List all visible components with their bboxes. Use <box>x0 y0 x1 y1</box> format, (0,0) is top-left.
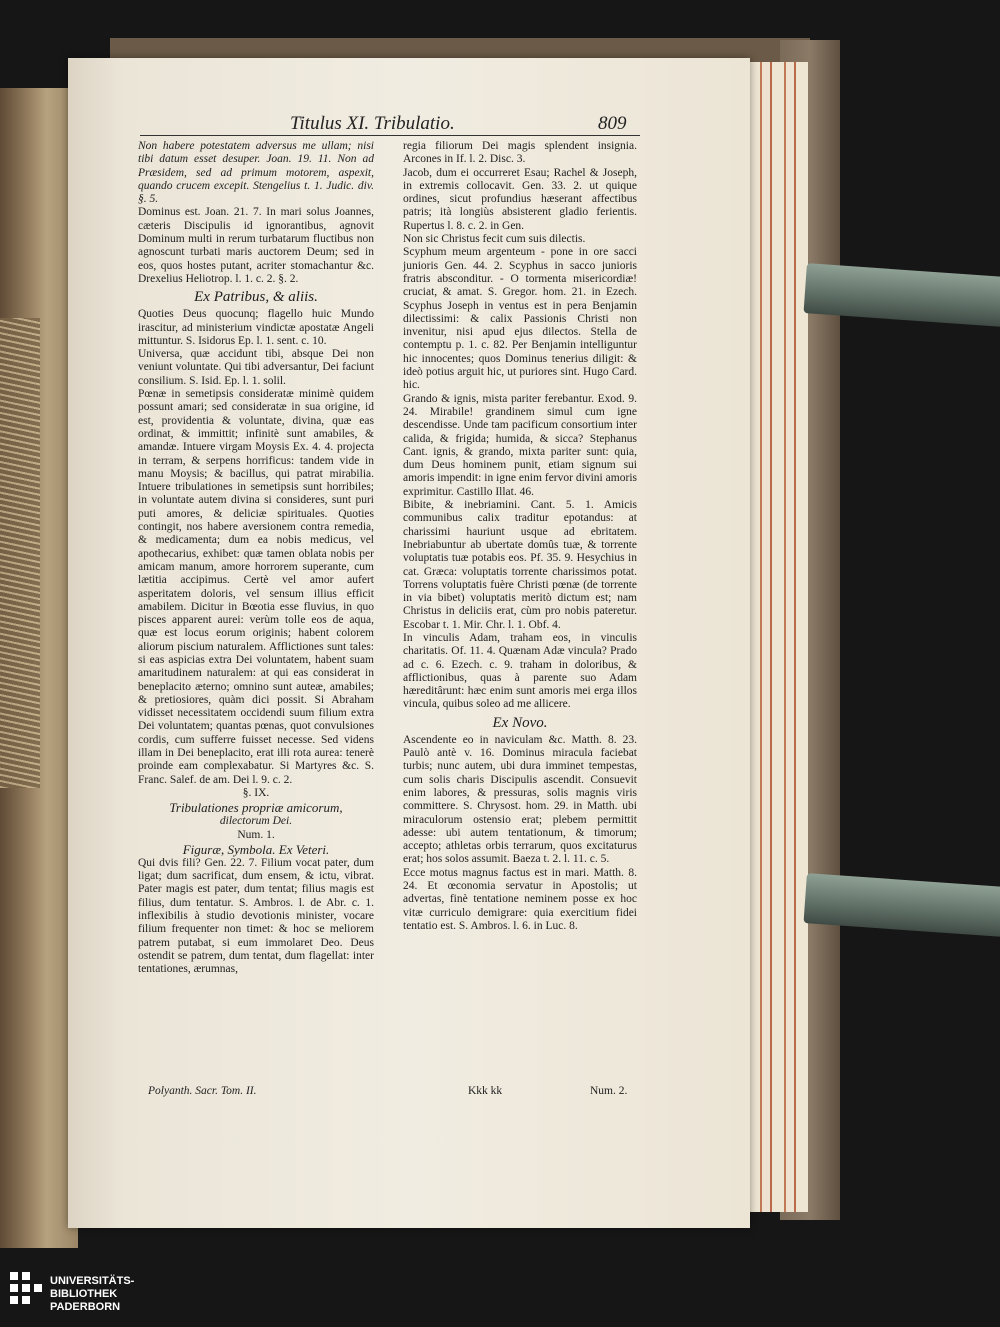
running-header: Titulus XI. Tribulatio. <box>290 113 455 134</box>
paragraph: regia filiorum Dei magis splendent insignia. Arcones in If. l. 2. Disc. 3. <box>403 140 637 166</box>
section-number: §. IX. <box>242 786 270 799</box>
paragraph: Universa, quæ accidunt tibi, absque Dei non veniunt voluntate. Qui tibi adversantur, Dei faciunt consilium. S. Isid. Ep. l. 1. solil. <box>138 348 374 387</box>
section-heading: Figuræ, Symbola. Ex Veteri. <box>182 841 330 857</box>
footer-gathering: Kkk kk <box>468 1085 503 1097</box>
paragraph: Bibite, & inebriamini. Cant. 5. 1. Amicis communibus calix traditur epotandus: at charissimi hauriunt usque ad ebritatem. Inebriabuntur ab ubertate domûs tuæ, & torrente voluptatis tuæ potabis eos. Pf. 35. 9. Hesychius in cat. Græca: voluptatis torrente charissimos potat. Torrens voluptatis fuère Christi pœnæ (de torrente in via bibet) voluptatis meritò dictum est; nam Christus in deliciis erat, cùm pro nobis pateretur. Escobar t. 1. Mir. Chr. l. 1. Obf. 4. <box>403 499 637 631</box>
paragraph: Ascendente eo in naviculam &c. Matth. 8. 23. Paulò antè v. 16. Dominus miracula faciebat turbis; nunc autem, ubi dura imminet tempestas, cum solis charis Discipulis ascendit. Consuevit enim labores, & pressuras, solis magnis viris committere. S. Chrysost. hom. 29. in Matth. ubi miraculorum ostensio erat; plebem permittit adesse: ubi autem tentationum, & timorum; accepto; athletas orbis terrarum, quos excitaturus erat; hos solos assumit. Baeza t. 2. l. 11. c. 5. <box>403 733 637 866</box>
header-rule <box>140 135 640 136</box>
torn-binding <box>0 318 40 788</box>
paragraph: Quoties Deus quocunq; flagello huic Mundo irascitur, ad ministerium vindictæ apostatæ Angeli mittuntur. S. Isidorus Ep. l. 1. sent. c. 10. <box>138 308 374 347</box>
section-heading: Tribulationes propriæ amicorum, <box>169 800 343 816</box>
paragraph: Ecce motus magnus factus est in mari. Matth. 8. 24. Et œconomia servatur in Apostolis; ut advertas, finè tentatione neminem posse ex hoc vitæ curriculo demigrare: quia exercitium fidei tentatio est. S. Ambros. l. 6. in Luc. 8. <box>403 866 637 932</box>
logo-line: PADERBORN <box>50 1301 121 1313</box>
paragraph: Grando & ignis, mista pariter ferebantur. Exod. 9. 24. Mirabile! grandinem simul cum igne descendisse. Unde tam pacificum consortium inter calida, & frigida; humida, & sicca? Stephanus Cant. ignis, & grando, mixta pariter sunt: quia, dum Deus hominem punit, etiam signum sui amoris impendit: in igne enim fervor divini amoris exprimitur. Castillo Illat. 46. <box>403 392 637 498</box>
library-logo-icon <box>10 1272 42 1312</box>
library-logo-text <box>50 1275 134 1314</box>
paragraph: Non habere potestatem adversus me ullam; nisi tibi datum esset desuper. Joan. 19. 11. Non ad Præsidem, sed ad primum motorem, aspexit, quando crucem excepit. Stengelius t. 1. Judic. div. §. 5. <box>138 140 374 206</box>
logo-line: UNIVERSITÄTS- <box>50 1275 135 1287</box>
section-subheading: dilectorum Dei. <box>219 815 293 828</box>
footer-signature: Polyanth. Sacr. Tom. II. <box>148 1085 257 1097</box>
paragraph: Dominus est. Joan. 21. 7. In mari solus Joannes, cæteris Discipulis id ignorantibus, agnovit Dominum multi in rerum turbatarum fluctibus non agnoscunt turbati maris auctorem Deum; sed in eos, quos hostes putant, acriter stomachantur &c. Drexelius Heliotrop. l. 1. c. 2. §. 2. <box>138 206 374 285</box>
left-column <box>138 140 374 977</box>
book-spine-left <box>0 88 78 1248</box>
paragraph: In vinculis Adam, traham eos, in vinculis charitatis. Of. 11. 4. Quænam Adæ vincula? Prado ad c. 6. Ezech. c. 9. traham in doloribus, & afflictionibus, quas à parente suo Adam hæreditârunt: hæc enim sunt amoris mei erga illos vincula, quibus soleo ad me allicere. <box>403 631 637 711</box>
paragraph: Pœnæ in semetipsis consideratæ minimè quidem possunt amari; sed consideratæ in sua origine, id est, providentia & voluntate, divina, quæ eas ordinat, & immittit; infinitè sunt amabiles, & amandæ. Intuere virgam Moysis Ex. 4. 4. projecta in terram, & serpens horrificus: tandem vide in manu Moysis; & bacillus, qui patrat mirabilia. Intuere tribulationes in semetipsis sunt horribiles; in voluntate autem divina si consideres, sunt puri puti amores, & deliciæ spirituales. Quoties contingit, nos habere aversionem contra remedia, & medicamenta; dum ea nobis medicus, vel apothecarius, exhibet: quæ tamen oblata nobis per amicam manum, amore horrorem superante, cum lætitia accipimus. Certè vel amor aufert asperitatem doloris, vel sensum illius efficit amabilem. Dicitur in Bœotia esse fluvius, in quo pisces apparent aurei: verùm tolle eos de aqua, quæ est locus eorum originis; habent colorem aliorum piscium naturalem. Afflictiones sunt tales: si eas aspicias extra Dei voluntatem, habent suam amaritudinem naturalem: at qui eas considerat in beneplacito æterno; omnino sunt auteæ, amabiles; & pretiosiores, quàm dici possit. Si Abraham vidisset necessitatem occidendi suum filium extra Dei voluntatem; quantas pœnas, quot convulsiones cordis, cum sufferre fuisset necesse. Sed videns illam in Dei beneplacito, erat illi rota aurea: tenerè proinde eam complexabatur. Si Martyres &c. S. Franc. Salef. de am. Dei l. 9. c. 2. <box>138 388 374 786</box>
logo-line: BIBLIOTHEK <box>50 1288 118 1300</box>
paragraph: Non sic Christus fecit cum suis dilectis. <box>403 233 586 246</box>
right-column <box>403 140 637 933</box>
paragraph: Scyphum meum argenteum - pone in ore sacci junioris Gen. 44. 2. Scyphus in sacco junioris fratris absconditur. - O tormenta misericordiæ! cruciat, & amat. S. Gregor. hom. 21. in Ezech. Scyphus Joseph in ventus est in pera Benjamin dilectissimi: & calix Passionis Christi non invenitur, nisi apud ejus dilectos. Stella de contemptu p. 1. c. 82. Per Benjamin intelliguntur hic innocentes; quos Dominus tenerius diligit: & ideò potius arguit hic, ut puriores sint. Hugo Card. hic. <box>403 246 637 392</box>
section-heading: Ex Novo. <box>492 714 548 731</box>
num-label: Num. 1. <box>237 828 275 841</box>
footer-catchword: Num. 2. <box>590 1085 628 1097</box>
page-number: 809 <box>598 113 627 134</box>
paragraph: Qui dvis fili? Gen. 22. 7. Filium vocat pater, dum ligat; dum sacrificat, dum ensem, & ictu, vibrat. Pater magis est pater, dum tentat; filius magis est filius, dum tentatur. S. Ambros. l. de Abr. c. 1. inflexibilis à studio devotionis minister, vocare filium frequenter non timet: & hoc se meliorem patrem putabat, si eum immolaret Deo. Deus ostendit se patrem, dum tentat, dum flagellat: inter tentationes, ærumnas, <box>138 856 374 976</box>
paragraph: Jacob, dum ei occurreret Esau; Rachel & Joseph, in extremis collocavit. Gen. 33. 2. ut quique ordines, sicut profundius hæserant affectibus patris; ità longiùs absisterent gladio ferientis. Rupertus l. 8. c. 2. in Gen. <box>403 166 637 232</box>
section-heading: Ex Patribus, & aliis. <box>194 289 318 306</box>
